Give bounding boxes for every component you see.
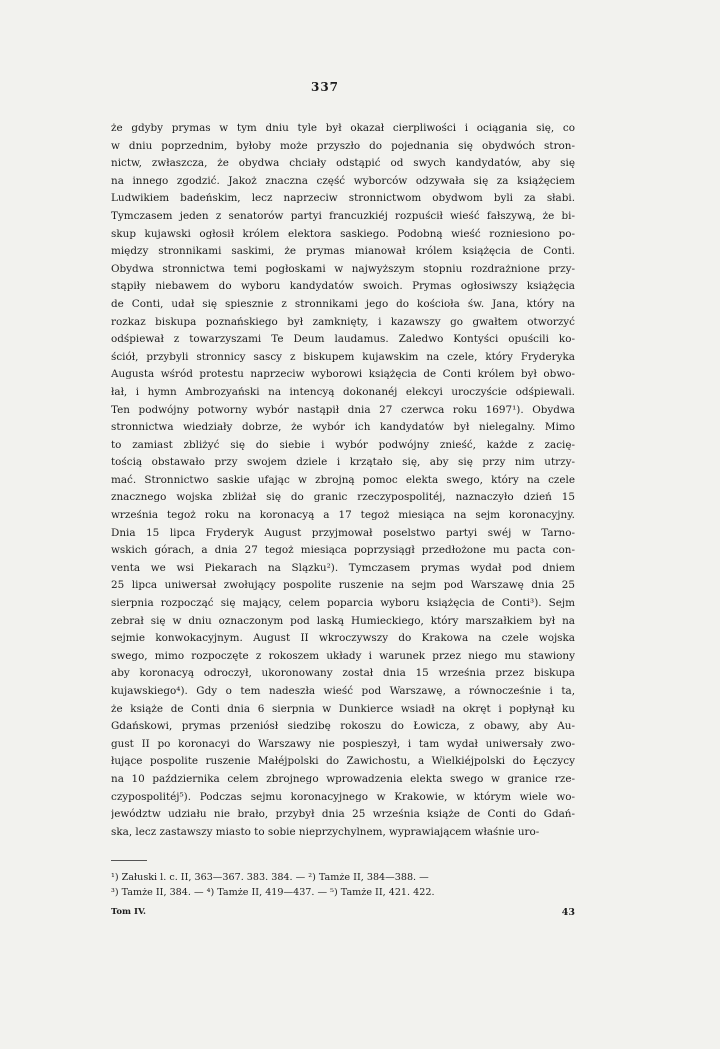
text-line: wskich górach, a dnia 27 tegoż miesiąca poprzysiągł przedłożone mu pacta con- [111, 544, 575, 557]
text-line: września tegoż roku na koronacyą a 17 tegoż miesiąca na sejm koronacyjny. [111, 509, 575, 522]
text-line: 25 lipca uniwersał zwołujący pospolite ruszenie na sejm pod Warszawę dnia 25 [111, 579, 575, 592]
text-line: ska, lecz zastawszy miasto to sobie nieprzychylnem, wyprawiającem właśnie uro- [111, 825, 540, 838]
text-line: odśpiewał z towarzyszami Te Deum laudamus. Zaledwo Kontyści opuścili ko- [111, 333, 575, 346]
text-line: łał, i hymn Ambrozyański na intencyą dokonanéj elekcyi uroczyście odśpiewali. [111, 385, 575, 398]
printer-signature [111, 907, 575, 921]
text-line: rozkaz biskupa poznańskiego był zamknięty, i kazawszy go gwałtem otworzyć [111, 315, 575, 328]
text-line: gust II po koronacyi do Warszawy nie pospieszył, i tam wydał uniwersały zwo- [111, 737, 575, 750]
text-line: czypospolitéj⁵). Podczas sejmu koronacyjnego w Krakowie, w którym wiele wo- [111, 790, 575, 803]
text-line: Ludwikiem badeńskim, lecz naprzeciw stronnictwom obydwom byli za słabi. [111, 192, 575, 205]
text-line: Tymczasem jeden z senatorów partyi francuzkiéj rozpuścił wieść fałszywą, że bi- [111, 209, 575, 222]
text-line: między stronnikami saskimi, że prymas mianował królem książęcia de Conti. [111, 245, 575, 258]
sheet-number: 43 [561, 907, 575, 918]
text-line: stąpiły niebawem do wyboru kandydatów swoich. Prymas ogłosiwszy książęcia [111, 280, 575, 293]
text-line: że gdyby prymas w tym dniu tyle był okazał cierpliwości i ociągania się, co [111, 122, 575, 134]
text-line: łujące pospolite ruszenie Małéjpolski do Zawichostu, a Wielkiéjpolski do Łęczycy [111, 755, 575, 768]
body-text [111, 120, 575, 841]
text-line: Obydwa stronnictwa temi pogłoskami w najwyższym stopniu rozdrażnione przy- [111, 262, 575, 275]
text-line: to zamiast zbliżyć się do siebie i wybór podwójny znieść, każde z zacię- [111, 438, 575, 451]
text-line: jewództw udziału nie brało, przybył dnia 25 września książe de Conti do Gdań- [111, 808, 575, 821]
text-line: sejmie konwokacyjnym. August II wkroczywszy do Krakowa na czele wojska [111, 632, 575, 645]
text-line: na innego zgodzić. Jakoż znaczna część wyborców odzywała się za książęciem [111, 174, 575, 187]
text-line: aby koronacyą odroczył, ukoronowany został dnia 15 września przez biskupa [111, 667, 575, 680]
text-line: de Conti, udał się spiesznie z stronnikami jego do kościoła św. Jana, który na [111, 297, 575, 310]
text-line: znacznego wojska zbliżał się do granic rzeczypospolitéj, naznaczyło dzień 15 [111, 491, 575, 504]
page-number: 337 [310, 80, 340, 94]
text-line: tością obstawało przy swojem dziele i krzątało się, aby się przy nim utrzy- [111, 456, 575, 469]
text-line: kujawskiego⁴). Gdy o tem nadeszła wieść pod Warszawę, a równocześnie i ta, [111, 685, 575, 697]
text-line: Dnia 15 lipca Fryderyk August przyjmował poselstwo partyi swéj w Tarno- [111, 526, 575, 539]
footnote-rule [111, 860, 147, 861]
text-line: swego, mimo rozpoczęte z rokoszem układy i warunek przez niego mu stawiony [111, 649, 575, 662]
text-line: że książe de Conti dnia 6 sierpnia w Dunkierce wsiadł na okręt i popłynął ku [111, 702, 575, 715]
footnotes [111, 870, 575, 900]
text-line: Gdańskowi, prymas przeniósł siedzibę rokoszu do Łowicza, z obawy, aby Au- [111, 720, 575, 733]
text-line: sierpnia rozpocząć się mający, celem poparcia wyboru książęcia de Conti³). Sejm [111, 597, 575, 610]
text-line: nictw, zwłaszcza, że obydwa chciały odstąpić od swych kandydatów, aby się [111, 157, 575, 170]
text-line: stronnictwa wiedziały dobrze, że wybór ich kandydatów był nielegalny. Mimo [111, 421, 575, 434]
volume-mark: Tom IV. [111, 907, 147, 917]
text-line: ściół, przybyli stronnicy sascy z biskupem kujawskim na czele, który Fryderyka [111, 350, 575, 363]
text-line: Augusta wśród protestu naprzeciw wyborowi książęcia de Conti królem był obwo- [111, 368, 575, 381]
text-line: Ten podwójny potworny wybór nastąpił dnia 27 czerwca roku 1697¹). Obydwa [111, 403, 575, 416]
footnote-line: ¹) Załuski l. c. II, 363—367. 383. 384. — ²) Tamże II, 384—388. — [111, 872, 429, 883]
text-line: venta we wsi Piekarach na Slązku²). Tymczasem prymas wydał pod dniem [111, 561, 575, 574]
text-line: skup kujawski ogłosił królem elektora saskiego. Podobną wieść rozniesiono po- [111, 227, 575, 240]
text-line: w dniu poprzednim, byłoby może przyszło do pojednania się obydwóch stron- [111, 139, 575, 152]
text-line: mać. Stronnictwo saskie ufając w zbrojną pomoc elekta swego, który na czele [111, 473, 575, 486]
footnote-line: ³) Tamże II, 384. — ⁴) Tamże II, 419—437. — ⁵) Tamże II, 421. 422. [111, 887, 435, 898]
text-line: zebrał się w dniu oznaczonym pod laską Humieckiego, który marszałkiem był na [111, 614, 575, 627]
text-line: na 10 października celem zbrojnego wprowadzenia elekta swego w granice rze- [111, 772, 575, 785]
